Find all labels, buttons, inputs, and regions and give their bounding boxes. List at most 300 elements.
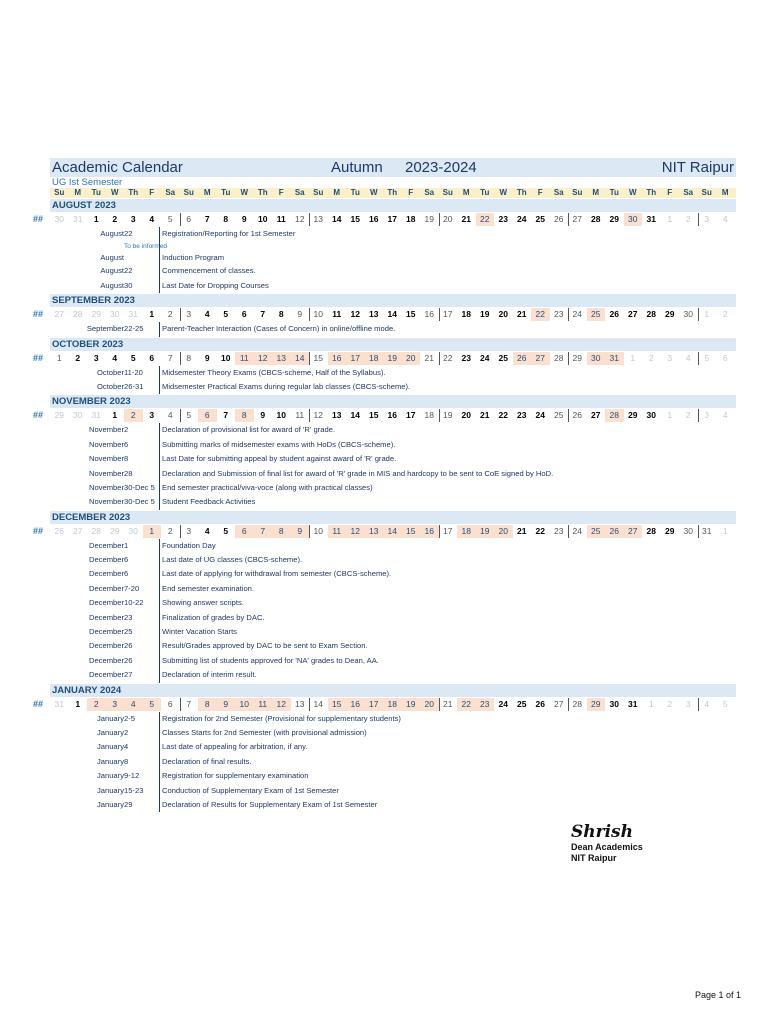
day-cell: 13 xyxy=(291,698,311,711)
event-month: November xyxy=(88,439,124,449)
weekday-label: W xyxy=(628,188,637,197)
day-cell: 1 xyxy=(648,698,654,709)
day-cell: 30 xyxy=(110,309,120,320)
day-cell: 21 xyxy=(517,309,527,320)
day-cell: 3 xyxy=(186,525,192,536)
weekday-label: Th xyxy=(516,188,527,197)
event-month: December xyxy=(88,612,124,622)
day-cell: 27 xyxy=(591,410,601,421)
day-cell: 3 xyxy=(93,352,99,363)
calendar-event xyxy=(50,264,736,278)
calendar-event xyxy=(50,539,736,553)
day-cell: 21 xyxy=(461,214,471,224)
day-cell: 26 xyxy=(605,525,624,538)
event-date: 9-12 xyxy=(124,771,140,781)
day-cell: 15 xyxy=(328,698,347,711)
event-month: December xyxy=(88,641,124,651)
signature-block xyxy=(571,822,643,864)
day-cell: 2 xyxy=(722,309,728,320)
calendar-event xyxy=(50,625,736,639)
day-cell: 2 xyxy=(679,409,699,422)
day-cell: 18 xyxy=(457,525,476,538)
event-month: December xyxy=(88,598,124,608)
day-cell: 10 xyxy=(313,525,323,536)
weekday-label: F xyxy=(149,188,155,197)
day-cell: 24 xyxy=(498,698,508,709)
weekday-label: F xyxy=(408,188,414,197)
event-date: To be informed xyxy=(124,243,167,251)
event-description: Commencement of classes. xyxy=(162,266,256,276)
day-cell: 7 xyxy=(161,352,181,365)
page-number: Page 1 of 1 xyxy=(695,990,742,1000)
day-cell: 2 xyxy=(648,352,654,363)
day-cell: 29 xyxy=(609,214,619,224)
calendar-event xyxy=(50,241,736,264)
day-cell: 24 xyxy=(535,410,545,421)
day-cell: 19 xyxy=(383,352,402,365)
calendar-event xyxy=(50,322,736,336)
day-cell: 29 xyxy=(54,410,64,421)
event-date: 26 xyxy=(124,641,133,651)
calendar-event xyxy=(50,495,736,509)
day-cell: 15 xyxy=(369,410,379,421)
day-cell: 10 xyxy=(276,410,286,421)
day-cell: 30 xyxy=(128,525,138,536)
day-cell: 29 xyxy=(628,410,638,421)
day-cell: 9 xyxy=(291,525,311,538)
event-date: 22 xyxy=(124,229,133,238)
day-cell: 29 xyxy=(91,309,101,320)
day-cell: 4 xyxy=(112,352,118,363)
weekday-label: Su xyxy=(572,188,583,197)
day-cell: 21 xyxy=(480,410,490,421)
day-cell: 6 xyxy=(235,525,254,538)
calendar-event xyxy=(50,366,736,380)
weekday-label: W xyxy=(110,188,119,197)
weekday-label: Th xyxy=(257,188,268,197)
event-date: 11-20 xyxy=(124,367,143,377)
semester-label: UG Ist Semester xyxy=(52,177,123,188)
day-cell: 11 xyxy=(254,698,273,711)
day-cell: 24 xyxy=(572,309,582,320)
calendar-term: Autumn xyxy=(331,159,383,176)
day-cell: 26 xyxy=(609,309,619,320)
day-cell: 22 xyxy=(457,698,476,711)
day-cell: 7 xyxy=(260,309,266,320)
day-cell: 1 xyxy=(56,352,62,363)
day-cell: 20 xyxy=(443,214,453,224)
day-cell: 1 xyxy=(704,309,710,320)
event-month: January xyxy=(96,713,124,723)
event-description: Declaration of Results for Supplementary Exam of 1st Semester xyxy=(162,799,378,809)
day-cell: 28 xyxy=(646,309,656,320)
month-day-row xyxy=(33,307,736,322)
day-cell: 15 xyxy=(350,214,360,224)
day-cell: 16 xyxy=(387,410,397,421)
weekday-label: Tu xyxy=(480,188,490,197)
day-cell: 19 xyxy=(420,213,440,226)
day-cell: 11 xyxy=(276,214,286,224)
day-cell: 2 xyxy=(679,213,699,226)
weekday-label: Su xyxy=(442,188,453,197)
day-cell: 17 xyxy=(365,698,384,711)
day-cell: 4 xyxy=(722,214,728,224)
day-cell: 14 xyxy=(332,214,342,224)
day-cell: 2 xyxy=(112,214,118,224)
calendar-event xyxy=(50,467,736,481)
day-cell: 20 xyxy=(402,352,421,365)
day-cell: 5 xyxy=(143,698,162,711)
day-cell: 20 xyxy=(461,410,471,421)
day-cell: 3 xyxy=(106,698,125,711)
event-date: 30-Dec 5 xyxy=(124,482,155,492)
day-cell: 6 xyxy=(198,409,217,422)
day-cell: 28 xyxy=(646,525,656,536)
day-cell: 13 xyxy=(313,214,323,224)
event-description: Foundation Day xyxy=(162,540,216,550)
event-description: Submitting list of students approved for 'NA' grades to Dean, AA. xyxy=(162,655,379,665)
day-cell: 13 xyxy=(332,410,342,421)
event-description: Registration for supplementary examination xyxy=(162,771,309,781)
weekday-label: M xyxy=(462,188,470,197)
day-cell: 20 xyxy=(494,525,513,538)
event-month: December xyxy=(88,670,124,680)
day-cell: 28 xyxy=(550,352,570,365)
day-cell: 26 xyxy=(513,352,532,365)
day-cell: 1 xyxy=(149,309,155,320)
day-cell: 12 xyxy=(350,309,360,320)
event-description: Declaration of final results. xyxy=(162,756,252,766)
event-date: 7-20 xyxy=(124,583,140,593)
day-cell: 8 xyxy=(272,525,291,538)
event-date: 26 xyxy=(124,655,133,665)
day-cell: 24 xyxy=(517,214,527,224)
day-cell: 28 xyxy=(605,409,624,422)
day-cell: 9 xyxy=(217,698,236,711)
event-month: January xyxy=(96,771,124,781)
day-cell: 31 xyxy=(128,309,138,320)
event-description: Conduction of Supplementary Exam of 1st Semester xyxy=(162,785,339,795)
day-cell: 18 xyxy=(420,409,440,422)
day-cell: 16 xyxy=(420,308,440,321)
day-cell: 20 xyxy=(498,309,508,320)
day-cell: 15 xyxy=(406,309,416,320)
day-cell: 31 xyxy=(73,214,83,224)
event-month: November xyxy=(88,468,124,478)
day-cell: 28 xyxy=(591,214,601,224)
day-cell: 21 xyxy=(420,352,440,365)
calendar-event xyxy=(50,596,736,610)
day-cell: 1 xyxy=(667,410,673,421)
event-description: Registration for 2nd Semester (Provisional for supplementary students) xyxy=(162,713,401,723)
day-cell: 17 xyxy=(406,410,416,421)
calendar-event xyxy=(50,481,736,495)
day-cell: 10 xyxy=(221,352,231,363)
weekday-header xyxy=(50,188,736,198)
row-marker: ## xyxy=(33,309,44,320)
day-cell: 19 xyxy=(476,525,495,538)
day-cell: 22 xyxy=(443,352,453,363)
academic-calendar xyxy=(33,158,736,812)
event-description: Declaration of provisional list for award of 'R' grade. xyxy=(162,425,335,435)
day-cell: 2 xyxy=(667,698,673,709)
day-cell: 8 xyxy=(186,352,192,363)
weekday-label: Th xyxy=(387,188,398,197)
day-cell: 27 xyxy=(628,309,638,320)
day-cell: 26 xyxy=(54,525,64,536)
event-date: 2 xyxy=(124,727,129,737)
day-cell: 4 xyxy=(124,698,143,711)
day-cell: 12 xyxy=(313,410,323,421)
event-date: 26-31 xyxy=(124,381,144,391)
day-cell: 6 xyxy=(149,352,155,363)
signatory-org: NIT Raipur xyxy=(571,853,617,863)
day-cell: 31 xyxy=(646,214,656,224)
month-day-row xyxy=(33,212,736,227)
day-cell: 30 xyxy=(609,698,619,709)
day-cell: 2 xyxy=(124,409,143,422)
day-cell: 5 xyxy=(223,525,229,536)
event-date: 23 xyxy=(124,612,133,622)
weekday-label: M xyxy=(721,188,729,197)
calendar-event xyxy=(50,668,736,682)
signature: Shrish xyxy=(571,822,633,842)
event-month: December xyxy=(88,540,124,550)
day-cell: 8 xyxy=(223,214,229,224)
weekday-label: Sa xyxy=(424,188,435,197)
event-date: 15-23 xyxy=(124,785,144,795)
weekday-label: Tu xyxy=(350,188,360,197)
weekday-label: W xyxy=(499,188,508,197)
day-cell: 18 xyxy=(461,309,471,320)
day-cell: 5 xyxy=(130,352,136,363)
day-cell: 12 xyxy=(291,213,311,226)
day-cell: 28 xyxy=(91,525,101,536)
day-cell: 18 xyxy=(406,214,416,224)
calendar-event xyxy=(50,227,736,241)
event-date: 25 xyxy=(124,627,133,637)
day-cell: 27 xyxy=(531,352,550,365)
weekday-label: Th xyxy=(128,188,139,197)
day-cell: 30 xyxy=(679,525,699,538)
day-cell: 4 xyxy=(679,352,699,365)
weekday-label: Sa xyxy=(553,188,564,197)
day-cell: 24 xyxy=(572,525,582,536)
day-cell: 25 xyxy=(587,308,606,321)
day-cell: 9 xyxy=(241,214,247,224)
calendar-event xyxy=(50,769,736,783)
event-description: End semester practical/viva-voce (along with practical classes) xyxy=(162,482,373,492)
day-cell: 10 xyxy=(235,698,254,711)
day-cell: 31 xyxy=(605,352,624,365)
event-month: January xyxy=(96,799,124,809)
event-description: Midsemester Practical Exams during regular lab classes (CBCS-scheme). xyxy=(162,381,411,391)
day-cell: 9 xyxy=(204,352,210,363)
day-cell: 4 xyxy=(204,525,210,536)
day-cell: 7 xyxy=(254,525,273,538)
event-date: 28 xyxy=(124,468,133,478)
day-cell: 3 xyxy=(704,410,710,421)
day-cell: 30 xyxy=(646,410,656,421)
day-cell: 9 xyxy=(291,308,311,321)
day-cell: 14 xyxy=(387,309,397,320)
day-cell: 30 xyxy=(679,308,699,321)
day-cell: 1 xyxy=(667,214,673,224)
day-cell: 13 xyxy=(365,525,384,538)
day-cell: 28 xyxy=(572,698,582,709)
day-cell: 6 xyxy=(722,352,728,363)
calendar-event xyxy=(50,380,736,394)
day-cell: 14 xyxy=(350,410,360,421)
calendar-event xyxy=(50,639,736,653)
event-month: August xyxy=(100,253,124,263)
day-cell: 29 xyxy=(587,698,606,711)
day-cell: 1 xyxy=(722,525,728,536)
calendar-event xyxy=(50,423,736,437)
weekday-label: M xyxy=(592,188,600,197)
day-cell: 10 xyxy=(313,309,323,320)
weekday-label: M xyxy=(203,188,211,197)
calendar-title-bar xyxy=(50,158,736,177)
calendar-event xyxy=(50,582,736,596)
day-cell: 21 xyxy=(443,698,453,709)
event-description: Midsemester Theory Exams (CBCS-scheme, Half of the Syllabus). xyxy=(162,367,386,377)
calendar-event xyxy=(50,553,736,567)
day-cell: 5 xyxy=(161,213,181,226)
day-cell: 7 xyxy=(204,214,210,224)
day-cell: 18 xyxy=(365,352,384,365)
event-month: January xyxy=(96,727,124,737)
day-cell: 28 xyxy=(73,309,83,320)
day-cell: 5 xyxy=(704,352,710,363)
day-cell: 11 xyxy=(332,309,342,320)
day-cell: 20 xyxy=(420,698,440,711)
event-month: November xyxy=(88,497,124,507)
day-cell: 15 xyxy=(313,352,323,363)
day-cell: 8 xyxy=(198,698,217,711)
day-cell: 14 xyxy=(291,352,311,365)
event-description: End semester examination. xyxy=(162,583,255,593)
event-date: 22-25 xyxy=(124,324,144,334)
event-month: September xyxy=(86,324,124,334)
event-date: 8 xyxy=(124,756,129,766)
day-cell: 1 xyxy=(75,698,81,709)
weekday-label: Sa xyxy=(294,188,305,197)
day-cell: 15 xyxy=(402,525,421,538)
day-cell: 16 xyxy=(346,698,365,711)
day-cell: 17 xyxy=(346,352,365,365)
day-cell: 13 xyxy=(272,352,291,365)
calendar-year: 2023-2024 xyxy=(405,159,477,176)
calendar-event xyxy=(50,279,736,293)
weekday-label: Sa xyxy=(165,188,176,197)
day-cell: 22 xyxy=(531,308,550,321)
day-cell: 17 xyxy=(443,525,453,536)
day-cell: 30 xyxy=(587,352,606,365)
day-cell: 14 xyxy=(383,525,402,538)
day-cell: 29 xyxy=(110,525,120,536)
event-month: November xyxy=(88,425,124,435)
day-cell: 14 xyxy=(313,698,323,709)
day-cell: 22 xyxy=(498,410,508,421)
day-cell: 2 xyxy=(161,525,181,538)
calendar-title: Academic Calendar xyxy=(52,159,183,176)
day-cell: 30 xyxy=(73,410,83,421)
calendar-event xyxy=(50,784,736,798)
event-description: Last Date for Dropping Courses xyxy=(162,280,269,290)
event-month: October xyxy=(96,367,124,377)
event-date: 30-Dec 5 xyxy=(124,497,155,507)
event-description: Showing answer scripts. xyxy=(162,598,244,608)
month-header: JANUARY 2024 xyxy=(50,684,736,697)
event-date: 27 xyxy=(124,670,133,680)
weekday-label: Sa xyxy=(683,188,694,197)
day-cell: 2 xyxy=(87,698,106,711)
day-cell: 31 xyxy=(702,525,712,536)
event-date: 6 xyxy=(124,555,129,565)
day-cell: 4 xyxy=(161,409,181,422)
event-date: 1 xyxy=(124,540,129,550)
day-cell: 25 xyxy=(587,525,606,538)
weekday-label: Su xyxy=(183,188,194,197)
day-cell: 23 xyxy=(550,525,570,538)
event-description: Parent-Teacher Interaction (Cases of Concern) in online/offline mode. xyxy=(162,324,396,334)
event-description: Finalization of grades by DAC. xyxy=(162,612,265,622)
event-description: Student Feedback Activities xyxy=(162,497,256,507)
day-cell: 2 xyxy=(75,352,81,363)
day-cell: 4 xyxy=(204,309,210,320)
day-cell: 3 xyxy=(704,214,710,224)
day-cell: 26 xyxy=(572,410,582,421)
event-month: October xyxy=(96,381,124,391)
weekday-label: M xyxy=(333,188,341,197)
event-month: December xyxy=(88,655,124,665)
event-date: 22 xyxy=(124,266,133,276)
day-cell: 30 xyxy=(54,214,64,224)
day-cell: 3 xyxy=(667,352,673,363)
calendar-event xyxy=(50,712,736,726)
event-month: November xyxy=(88,482,124,492)
weekday-label: F xyxy=(278,188,284,197)
event-month: January xyxy=(96,785,124,795)
day-cell: 1 xyxy=(112,410,118,421)
calendar-event xyxy=(50,452,736,466)
event-date: 30 xyxy=(124,280,133,290)
month-header: AUGUST 2023 xyxy=(50,199,736,212)
day-cell: 17 xyxy=(443,309,453,320)
calendar-event xyxy=(50,755,736,769)
day-cell: 26 xyxy=(550,213,570,226)
day-cell: 4 xyxy=(149,214,155,224)
event-month: August xyxy=(100,266,124,276)
weekday-label: Tu xyxy=(221,188,231,197)
event-month: December xyxy=(88,555,124,565)
day-cell: 31 xyxy=(91,410,101,421)
day-cell: 12 xyxy=(254,352,273,365)
event-description: Induction Program xyxy=(162,253,225,263)
event-description: Last Date for submitting appeal by student against award of 'R' grade. xyxy=(162,454,397,464)
day-cell: 3 xyxy=(679,698,699,711)
row-marker: ## xyxy=(33,214,44,224)
day-cell: 1 xyxy=(630,352,636,363)
calendar-event xyxy=(50,611,736,625)
day-cell: 8 xyxy=(235,409,254,422)
weekday-label: W xyxy=(369,188,378,197)
signatory-role: Dean Academics xyxy=(571,842,643,852)
event-date: 8 xyxy=(124,454,129,464)
row-marker: ## xyxy=(33,525,44,536)
day-cell: 12 xyxy=(272,698,291,711)
